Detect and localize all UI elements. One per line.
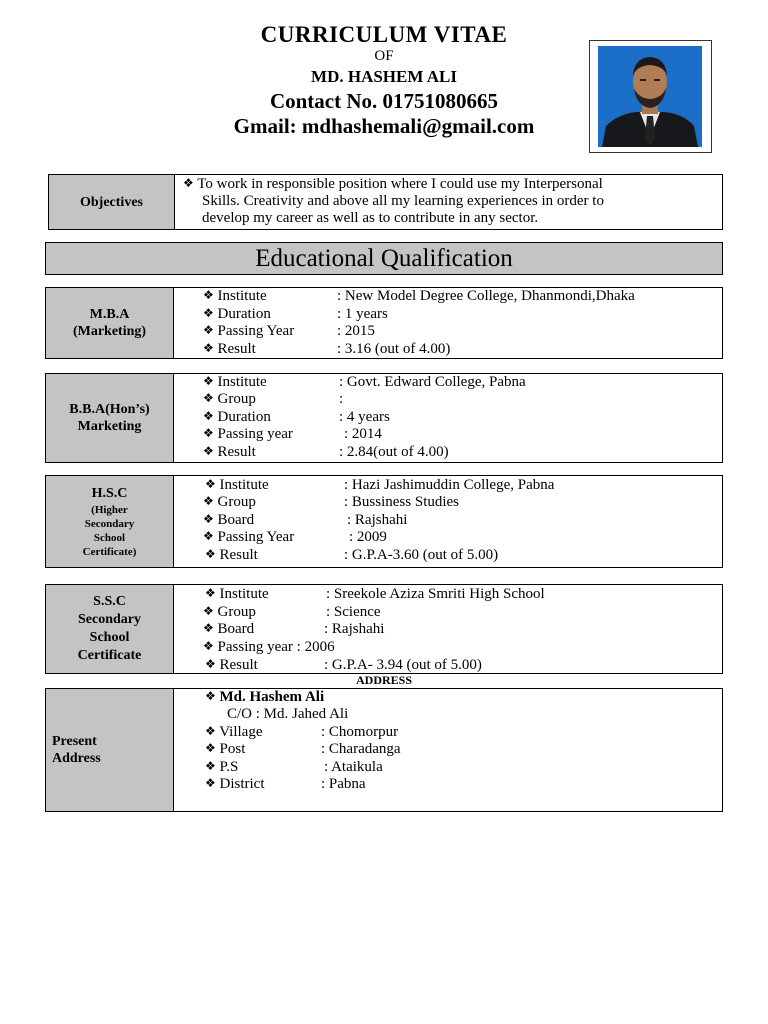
bullet-icon: ❖: [183, 176, 194, 190]
bullet-icon: ❖: [205, 689, 216, 703]
objectives-line-3: develop my career as well as to contribute in any sector.: [202, 210, 539, 226]
mba-label: M.B.A (Marketing): [46, 288, 174, 358]
mba-item-passing-year: ❖ Passing Year: [203, 323, 295, 339]
profile-photo: [589, 40, 712, 153]
ssc-details: ❖ Institute : Sreekole Aziza Smriti High School ❖ Group : Science ❖ Board : Rajshahi ❖ Passing year : 2006 ❖ Result : G.P.A- 3.94 (out of 5.00): [203, 586, 545, 673]
address-label: Present Address: [46, 689, 174, 811]
bullet-icon: ❖: [203, 426, 214, 440]
mba-item-result: ❖ Result: [203, 341, 256, 357]
person-portrait-icon: [598, 46, 702, 147]
bullet-icon: ❖: [203, 409, 214, 423]
objectives-label: Objectives: [49, 175, 175, 229]
bullet-icon: ❖: [205, 477, 216, 491]
ssc-item-group: ❖ Group: [203, 604, 256, 620]
objectives-line-2: Skills. Creativity and above all my learning experiences in order to: [202, 193, 604, 209]
bullet-icon: ❖: [205, 657, 216, 671]
objectives-line-1: ❖ To work in responsible position where I could use my Interpersonal: [183, 176, 603, 192]
bullet-icon: ❖: [203, 306, 214, 320]
address-item-post: ❖ Post: [205, 741, 246, 757]
mba-item-duration: ❖ Duration: [203, 306, 271, 322]
bba-section: [45, 373, 723, 463]
bullet-icon: ❖: [203, 512, 214, 526]
bullet-icon: ❖: [203, 639, 214, 653]
bullet-icon: ❖: [203, 288, 214, 302]
bba-item-duration: ❖ Duration: [203, 409, 271, 425]
hsc-section: [45, 475, 723, 568]
bullet-icon: ❖: [203, 374, 214, 388]
bullet-icon: ❖: [203, 391, 214, 405]
bba-item-passing-year: ❖ Passing year: [203, 426, 293, 442]
objectives-content: [175, 175, 722, 229]
education-heading: Educational Qualification: [45, 242, 723, 275]
bullet-icon: ❖: [203, 529, 214, 543]
ssc-item-result: ❖ Result: [205, 657, 258, 673]
bba-item-result: ❖ Result: [203, 444, 256, 460]
address-care-of: C/O : Md. Jahed Ali: [227, 706, 349, 722]
hsc-item-institute: ❖ Institute: [205, 477, 269, 493]
cv-name: MD. HASHEM ALI: [311, 67, 457, 86]
address-name: ❖ Md. Hashem Ali: [205, 689, 325, 705]
bullet-icon: ❖: [205, 547, 216, 561]
objectives-section: [48, 174, 723, 230]
hsc-label: H.S.C (Higher Secondary School Certificate): [46, 476, 174, 567]
address-item-district: ❖ District: [205, 776, 265, 792]
cv-title: CURRICULUM VITAE: [260, 22, 508, 47]
bullet-icon: ❖: [203, 494, 214, 508]
address-section: [45, 688, 723, 812]
gmail-address: Gmail: mdhashemali@gmail.com: [233, 114, 535, 138]
bba-item-group: ❖ Group: [203, 391, 256, 407]
hsc-item-passing-year: ❖ Passing Year: [203, 529, 295, 545]
address-item-ps: ❖ P.S: [205, 759, 239, 775]
ssc-label: S.S.C Secondary School Certificate: [46, 585, 174, 673]
bullet-icon: ❖: [205, 741, 216, 755]
hsc-details: ❖ Institute : Hazi Jashimuddin College, Pabna ❖ Group : Bussiness Studies ❖ Board : Rajshahi ❖ Passing Year : 2009 ❖ Result : G.P.A-3.60 (out of 5.00): [203, 477, 555, 563]
bba-label: B.B.A(Hon’s) Marketing: [46, 374, 174, 462]
address-caption: ADDRESS: [355, 673, 412, 687]
bullet-icon: ❖: [203, 341, 214, 355]
ssc-item-passing-year: ❖ Passing year : 2006: [203, 639, 335, 655]
hsc-item-group: ❖ Group: [203, 494, 256, 510]
contact-number: Contact No. 01751080665: [269, 89, 499, 113]
hsc-item-result: ❖ Result: [205, 547, 258, 563]
bullet-icon: ❖: [203, 604, 214, 618]
mba-item-institute: ❖ Institute: [203, 288, 267, 304]
bullet-icon: ❖: [203, 323, 214, 337]
bullet-icon: ❖: [203, 444, 214, 458]
bba-details: ❖ Institute : Govt. Edward College, Pabna ❖ Group : ❖ Duration : 4 years ❖ Passing year : 2014 ❖ Result : 2.84(out of 4.00): [203, 374, 526, 460]
hsc-item-board: ❖ Board: [203, 512, 255, 528]
cv-of: OF: [374, 48, 394, 64]
address-details: ❖ Md. Hashem Ali C/O : Md. Jahed Ali ❖ Village : Chomorpur ❖ Post : Charadanga ❖ P.S : Ataikula ❖ District : Pabna: [205, 689, 401, 792]
bullet-icon: ❖: [205, 759, 216, 773]
bullet-icon: ❖: [203, 621, 214, 635]
bullet-icon: ❖: [205, 724, 216, 738]
mba-section: [45, 287, 723, 359]
bba-item-institute: ❖ Institute: [203, 374, 267, 390]
ssc-item-board: ❖ Board: [203, 621, 255, 637]
ssc-item-institute: ❖ Institute: [205, 586, 269, 602]
bullet-icon: ❖: [205, 776, 216, 790]
mba-details: ❖ Institute : New Model Degree College, Dhanmondi,Dhaka ❖ Duration : 1 years ❖ Passing Year : 2015 ❖ Result : 3.16 (out of 4.00): [203, 288, 635, 357]
address-item-village: ❖ Village: [205, 724, 263, 740]
ssc-section: [45, 584, 723, 674]
bullet-icon: ❖: [205, 586, 216, 600]
